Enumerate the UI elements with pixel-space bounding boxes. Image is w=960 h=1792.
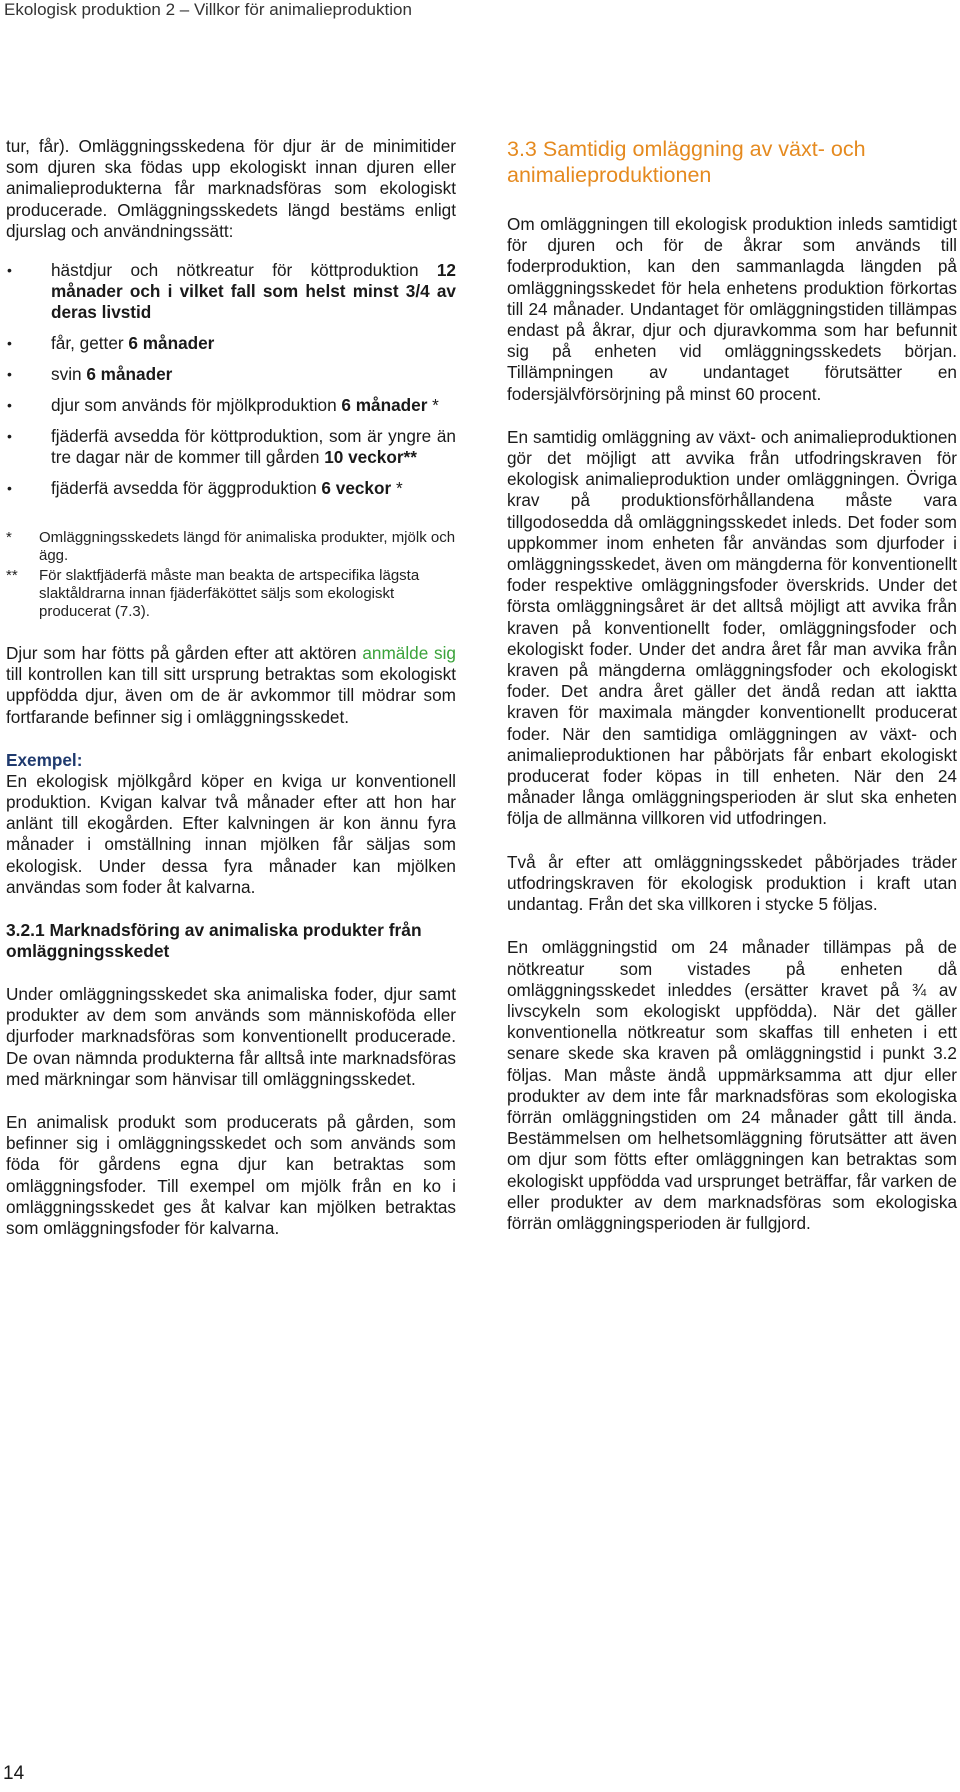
bullet-icon: • [7,397,12,414]
footnote-text: För slaktfjäderfä måste man beakta de artspecifika lägsta slaktåldrarna innan fjäderfäköttet säljs som ekologiskt producerat (7.3). [39,567,420,621]
marketing-paragraph: Under omläggningsskedet ska animaliska foder, djur samt produkter av dem som används som människoföda eller djurfoder marknadsföras som konventionellt producerade. De ovan nämnda produkterna får alltså inte marknadsföras med märkningar som hänvisar till omläggningsskedet. [6,984,456,1089]
left-column [6,136,456,1261]
right-column [507,136,957,1256]
footnote-mark: ** [6,567,18,585]
paragraph: En omläggningstid om 24 månader tillämpas på de nötkreatur som vistades på enheten då omläggningsskedet inleddes (ersätter kravet på ¾ av livscykeln som ekologiskt uppfödda). När det gäller konventionella nötkreatur som skaffas till enheten i ett senare skede ska kraven på omläggningstid i punkt 3.2 följas. Man måste ändå uppmärksamma att djur eller produkter av dem inte får marknadsföras som ekologiska förrän omläggningstiden om 24 månader gått till ända. Bestämmelsen om helhetsomläggning förutsätter att även om djur som fötts efter omläggningen kan betraktas som ekologiskt uppfödda vad ursprunget beträffar, får varken de eller produkter av dem marknadsföras som ekologiska förrän omläggningsperioden är fullgjord. [507,937,957,1233]
intro-paragraph: tur, får). Omläggningsskedena för djur är de minimitider som djuren ska födas upp ekologiskt innan djuren eller animalieprodukterna får marknadsföras som ekologiskt producerade. Omläggningsskedets längd bestäms enligt djurslag och användningssätt: [6,136,456,241]
list-item: • svin 6 månader [7,364,173,385]
conversion-period-list [6,260,456,499]
born-on-farm-paragraph: Djur som har fötts på gården efter att aktören anmälde sig till kontrollen kan till sitt ursprung betraktas som ekologiskt uppfödda djur, även om de är avkommor till mödrar som fortfarande befinner sig i omläggningsskedet. [6,643,456,727]
footnotes [6,529,456,621]
paragraph: En samtidig omläggning av växt- och animalieproduktionen gör det möjligt att avvika från utfodringskraven för ekologisk animalieproduktion under omläggningen. Övriga krav på produktionsförhållandena måste vara tillgodosedda då omläggningsskedet inleds. Det foder som uppkommer inom enheten får användas som djurfoder i omläggningsskedet, även om mängderna för konventionellt foder respektive omläggningsfoder överskrids. Under det första omläggningsåret är det alltså möjligt att avvika från kraven på konventionellt foder, omläggningsfoder och ekologiskt foder. Under det andra året får man avvika från kraven på mängderna omläggningsfoder och ekologiskt foder. Det andra året gäller det ändå redan att iaktta kraven för maximala mängder konventionellt producerat foder. När den samtidiga omläggningen av växt- och animalieproduktionen har påbörjats får enbart ekologiskt producerat foder köpas in till enheten. När den 24 månader långa omläggningsperioden är slut ska enheten följa de allmänna villkoren vid utfodringen. [507,426,958,829]
list-item: • fjäderfä avsedda för köttproduktion, som är yngre än tre dagar när de kommer till gården 10 veckor** [7,426,456,468]
bullet-icon: • [7,428,12,445]
list-item: • hästdjur och nötkreatur för köttproduktion 12 månader och i vilket fall som helst minst 3/4 av deras livstid [7,260,456,323]
bullet-icon: • [7,335,12,352]
page-number: 14 [3,1763,25,1784]
example-title: Exempel: [6,749,83,770]
section-subheading: 3.2.1 Marknadsföring av animaliska produkter från omläggningsskedet [6,920,422,962]
paragraph: Om omläggningen till ekologisk produktion inleds samtidigt för djuren och för de åkrar som används till foderproduktion, kan den sammanlagda längden på omläggningsskedet för hela enhetens produktion förkortas till 24 månader. Undantaget för omläggningstiden tillämpas endast på åkrar, djur och djuravkomma som har befunnit sig på enheten vid omläggningsskedets början. Tillämpningen av undantaget förutsätter en fodersjälvförsörjning på minst 60 procent. [507,214,957,404]
bullet-icon: • [7,366,12,383]
list-item: • fjäderfä avsedda för äggproduktion 6 veckor * [7,478,403,499]
paragraph: Två år efter att omläggningsskedet påbörjades träder utfodringskraven för ekologisk produktion i kraft utan undantag. Från det ska villkoren i stycke 5 följas. [507,851,957,915]
footnote [6,529,456,565]
example-paragraph: En ekologisk mjölkgård köper en kviga ur konventionell produktion. Kvigan kalvar två månader efter att hon har anlänt till ekogården. Efter kalvningen är kon ännu fyra månader i omställning innan mjölken får säljas som ekologisk. Under dessa fyra månader kan mjölken användas som foder åt kalvarna. [6,770,456,897]
footnote-mark: * [6,529,12,547]
bullet-icon: • [7,262,12,279]
registered-link[interactable]: anmälde sig [362,643,456,664]
footnote-text: Omläggningsskedets längd för animaliska produkter, mjölk och ägg. [39,529,456,565]
bullet-icon: • [7,480,12,497]
list-item: • får, getter 6 månader [7,333,215,354]
list-item: • djur som används för mjölkproduktion 6 månader * [7,395,439,416]
running-header: Ekologisk produktion 2 – Villkor för animalieproduktion [4,0,412,19]
footnote [6,567,456,621]
farm-feed-paragraph: En animalisk produkt som producerats på gården, som befinner sig i omläggningsskedet och som används som föda för gårdens egna djur kan betraktas som omläggningsfoder. Till exempel om mjölk från en ko i omläggningsskedet ges åt kalvar kan mjölken betraktas som omläggningsfoder för kalvarna. [6,1112,456,1239]
section-heading: 3.3 Samtidig omläggning av växt- och animalieproduktionen [507,137,866,187]
